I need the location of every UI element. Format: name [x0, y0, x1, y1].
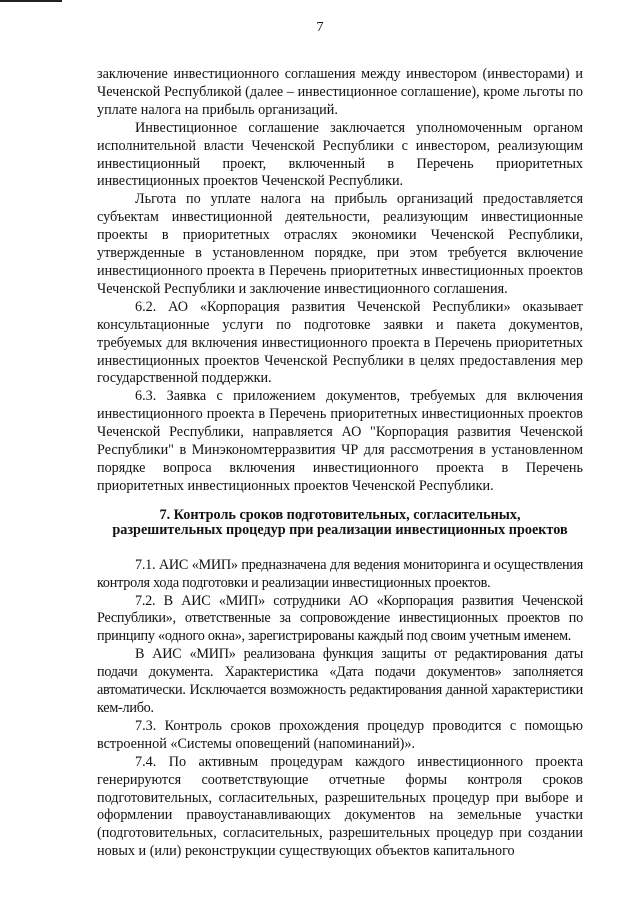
paragraph-6-2: 6.2. АО «Корпорация развития Чеченской Республики» оказывает консультационные услуги по подготовке заявки и пакета документов, требуемых для включения инвестиционного проекта в Перечень приоритетных инвестиционных проектов Чеченской Республики в целях предоставления мер государственной поддержки.	[97, 298, 583, 387]
paragraph-6-3: 6.3. Заявка с приложением документов, требуемых для включения инвестиционного проекта в Перечень приоритетных инвестиционных проектов Чеченской Республики, направляется АО "Корпорация развития Чеченской Республики" в Минэкономтерразвития ЧР для рассмотрения в установленном порядке вопроса включения инвестиционного проекта в Перечень приоритетных инвестиционных проектов Чеченской Республики.	[97, 388, 583, 494]
section-7-heading-line-1: 7. Контроль сроков подготовительных, согласительных,	[159, 506, 521, 523]
paragraph-date-protection: В АИС «МИП» реализована функция защиты от редактирования даты подачи документа. Характеристика «Дата подачи документов» заполняется автоматически. Исключается возможность редактирования данной характеристики кем-либо.	[97, 646, 583, 716]
section-7-heading-line-2: разрешительных процедур при реализации инвестиционных проектов	[112, 521, 568, 538]
paragraph-7-1: 7.1. АИС «МИП» предназначена для ведения мониторинга и осуществления контроля хода подготовки и реализации инвестиционных проектов.	[97, 556, 583, 591]
section-7-heading	[97, 508, 583, 538]
paragraph-continuation: заключение инвестиционного соглашения между инвестором (инвесторами) и Чеченской Республикой (далее – инвестиционное соглашение), кроме льготы по уплате налога на прибыль организаций.	[97, 66, 583, 118]
scan-corner-line	[0, 0, 62, 2]
page-number: 7	[316, 20, 324, 35]
document-body	[97, 66, 583, 861]
paragraph-investment-agreement: Инвестиционное соглашение заключается уполномоченным органом исполнительной власти Чеченской Республики с инвестором, реализующим инвестиционный проект, включенный в Перечень приоритетных инвестиционных проектов Чеченской Республики.	[97, 119, 583, 190]
paragraph-7-2: 7.2. В АИС «МИП» сотрудники АО «Корпорация развития Чеченской Республики», ответственные за сопровождение инвестиционных проектов по принципу «одного окна», зарегистрированы каждый под своим учетным именем.	[97, 592, 583, 645]
paragraph-7-3: 7.3. Контроль сроков прохождения процедур проводится с помощью встроенной «Системы оповещений (напоминаний)».	[97, 717, 583, 752]
paragraph-7-4: 7.4. По активным процедурам каждого инвестиционного проекта генерируются соответствующие отчетные формы контроля сроков подготовительных, согласительных, разрешительных процедур при выборе и оформлении правоустанавливающих документов на земельные участки (подготовительных, согласительных, разрешительных процедур при создании новых и (или) реконструкции существующих объектов капитального	[97, 753, 583, 860]
paragraph-tax-benefit: Льгота по уплате налога на прибыль организаций предоставляется субъектам инвестиционной деятельности, реализующим инвестиционные проекты в приоритетных отраслях экономики Чеченской Республики, утвержденные в установленном порядке, при этом требуется включение инвестиционного проекта в Перечень приоритетных инвестиционных проектов Чеченской Республики и заключение инвестиционного соглашения.	[97, 191, 583, 297]
